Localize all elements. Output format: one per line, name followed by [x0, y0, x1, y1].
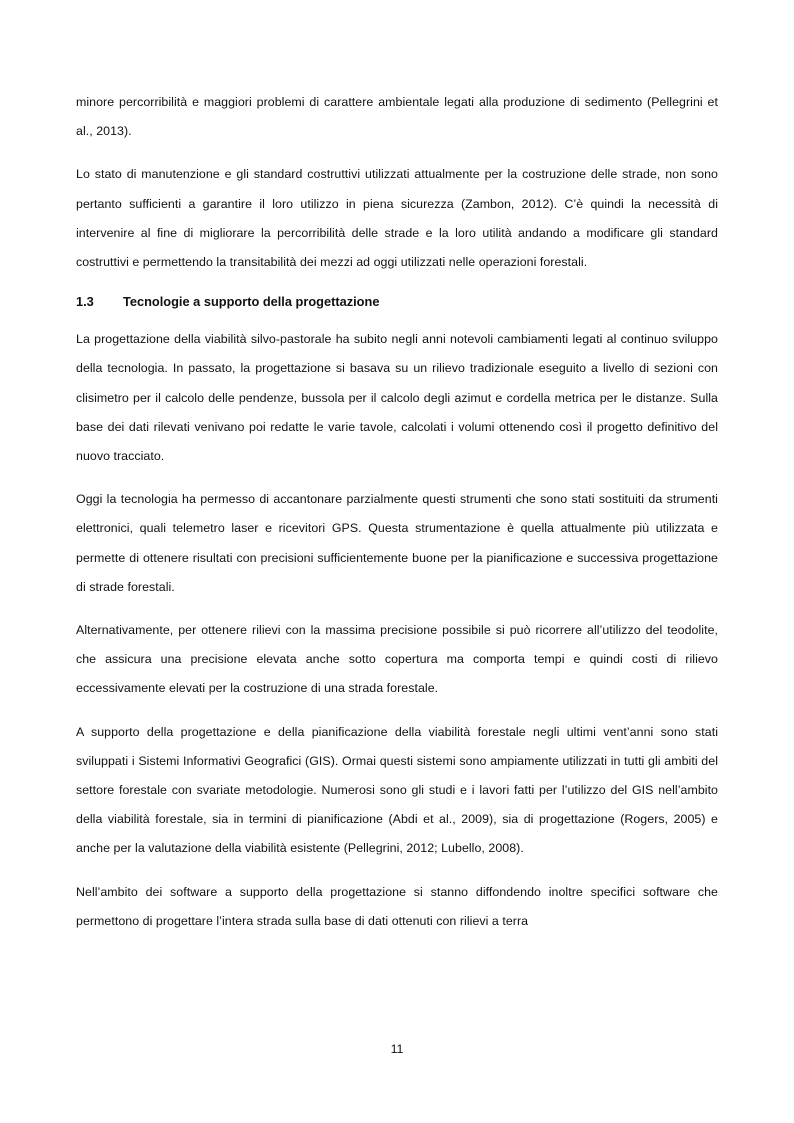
section-heading — [76, 289, 718, 315]
page-number: 11 — [390, 1042, 404, 1056]
document-page — [76, 88, 718, 950]
paragraph-2: Lo stato di manutenzione e gli standard costruttivi utilizzati attualmente per la costruzione delle strade, non sono pertanto sufficienti a garantire il loro utilizzo in piena sicurezza (Zambon, 2012). C’è quindi la necessità di intervenire al fine di migliorare la percorribilità delle strade e la loro utilità andando a modificare gli standard costruttivi e permettendo la transitabilità dei mezzi ad oggi utilizzati nelle operazioni forestali. — [76, 167, 718, 270]
paragraph-6: A supporto della progettazione e della pianificazione della viabilità forestale negli ultimi vent’anni sono stati sviluppati i Sistemi Informativi Geografici (GIS). Ormai questi sistemi sono ampiamente utilizzati in tutti gli ambiti del settore forestale con svariate metodologie. Numerosi sono gli studi e i lavori fatti per l’utilizzo del GIS nell’ambito della viabilità forestale, sia in termini di pianificazione (Abdi et al., 2009), sia di progettazione (Rogers, 2005) e anche per la valutazione della viabilità esistente (Pellegrini, 2012; Lubello, 2008). — [76, 724, 718, 856]
paragraph-7: Nell’ambito dei software a supporto della progettazione si stanno diffondendo inoltre specifici software che permettono di progettare l’intera strada sulla base di dati ottenuti con rilievi a terra — [76, 884, 718, 928]
section-title: Tecnologie a supporto della progettazione — [123, 294, 380, 310]
paragraph-4: Oggi la tecnologia ha permesso di accantonare parzialmente questi strumenti che sono stati sostituiti da strumenti elettronici, quali telemetro laser e ricevitori GPS. Questa strumentazione è quella attualmente più utilizzata e permette di ottenere risultati con precisioni sufficientemente buone per la pianificazione e successiva progettazione di strade forestali. — [76, 492, 718, 594]
paragraph-5: Alternativamente, per ottenere rilievi con la massima precisione possibile si può ricorrere all’utilizzo del teodolite, che assicura una precisione elevata anche sotto copertura ma comporta tempi e quindi costi di rilievo eccessivamente elevati per la costruzione di una strada forestale. — [76, 623, 718, 696]
paragraph-3: La progettazione della viabilità silvo-pastorale ha subito negli anni notevoli cambiamenti legati al continuo sviluppo della tecnologia. In passato, la progettazione si basava su un rilievo tradizionale eseguito a livello di sezioni con clisimetro per il calcolo delle pendenze, bussola per il calcolo degli azimut e cordella metrica per le distanze. Sulla base dei dati rilevati venivano poi redatte le varie tavole, calcolati i volumi ottenendo così il progetto definitivo del nuovo tracciato. — [76, 332, 718, 464]
section-number: 1.3 — [76, 294, 94, 310]
paragraph-1: minore percorribilità e maggiori problemi di carattere ambientale legati alla produzione di sedimento (Pellegrini et al., 2013). — [76, 95, 718, 139]
